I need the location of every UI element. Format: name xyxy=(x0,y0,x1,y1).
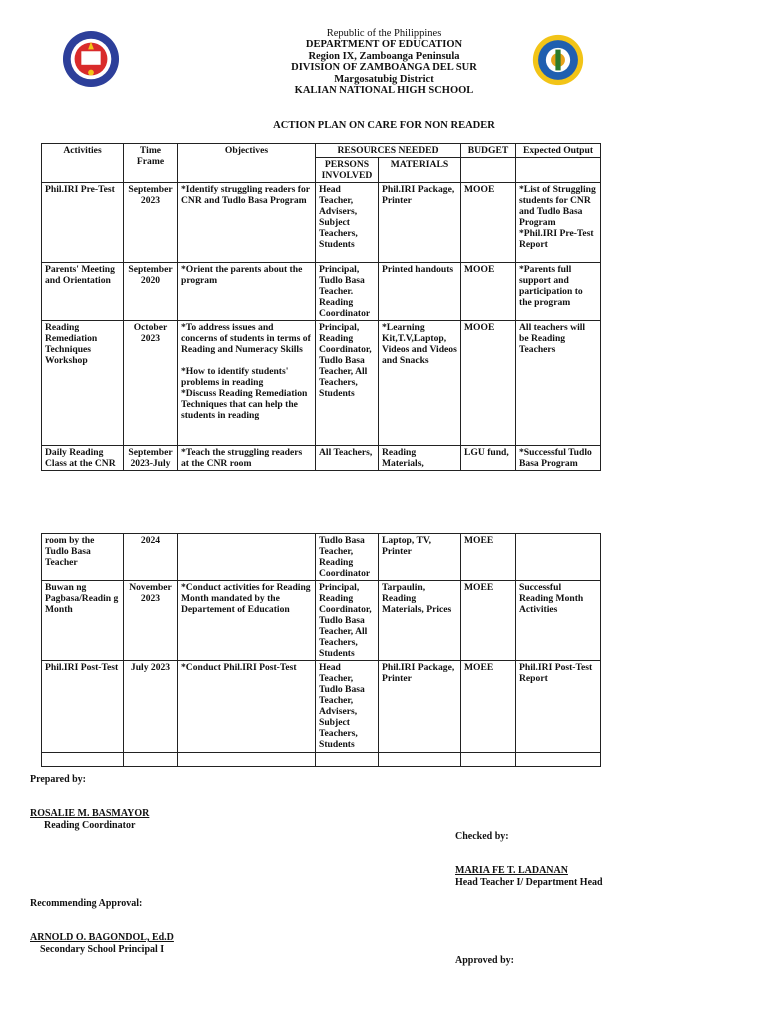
cell-persons: Principal, Reading Coordinator, Tudlo Basa Teacher, All Teachers, Students xyxy=(316,321,379,446)
cell-materials: Laptop, TV, Printer xyxy=(379,534,461,581)
cell-objectives: *Conduct activities for Reading Month mandated by the Departement of Education xyxy=(178,581,316,661)
cell-activity: Phil.IRI Post-Test xyxy=(42,661,124,753)
checked-by-title: Head Teacher I/ Department Head xyxy=(455,877,603,888)
cell-materials: Phil.IRI Package, Printer xyxy=(379,183,461,263)
table-row xyxy=(42,183,601,263)
cell-time: September 2020 xyxy=(124,263,178,321)
cell-persons xyxy=(316,753,379,767)
cell-materials: Reading Materials, xyxy=(379,446,461,471)
action-plan-table-continued xyxy=(41,533,601,767)
cell-activity: Buwan ng Pagbasa/Readin g Month xyxy=(42,581,124,661)
district-line: Margosatubig District xyxy=(334,73,434,85)
table-row xyxy=(42,321,601,446)
prepared-by-name: ROSALIE M. BASMAYOR xyxy=(30,808,150,819)
cell-time: October 2023 xyxy=(124,321,178,446)
table-row xyxy=(42,534,601,581)
cell-activity: Phil.IRI Pre-Test xyxy=(42,183,124,263)
table-row xyxy=(42,753,601,767)
table-row xyxy=(42,446,601,471)
action-plan-table xyxy=(41,143,601,471)
checked-by-name: MARIA FE T. LADANAN xyxy=(455,865,568,876)
school-line: KALIAN NATIONAL HIGH SCHOOL xyxy=(294,85,474,97)
cell-materials: Printed handouts xyxy=(379,263,461,321)
cell-budget: MOOE xyxy=(461,321,516,446)
recommending-approval-label: Recommending Approval: xyxy=(30,898,143,909)
cell-time: September 2023 xyxy=(124,183,178,263)
cell-output: Phil.IRI Post-Test Report xyxy=(516,661,601,753)
cell-materials: *Learning Kit,T.V,Laptop, Videos and Videos and Snacks xyxy=(379,321,461,446)
cell-persons: All Teachers, xyxy=(316,446,379,471)
cell-output: *Parents full support and participation to the program xyxy=(516,263,601,321)
header-budget-blank xyxy=(461,158,516,183)
cell-objectives: *Identify struggling readers for CNR and Tudlo Basa Program xyxy=(178,183,316,263)
checked-by-label: Checked by: xyxy=(455,831,509,842)
cell-time: September 2023-July xyxy=(124,446,178,471)
header-output-blank xyxy=(516,158,601,183)
cell-time: 2024 xyxy=(124,534,178,581)
table-row xyxy=(42,661,601,753)
cell-materials: Tarpaulin, Reading Materials, Prices xyxy=(379,581,461,661)
cell-objectives xyxy=(178,534,316,581)
cell-budget: LGU fund, xyxy=(461,446,516,471)
cell-output: All teachers will be Reading Teachers xyxy=(516,321,601,446)
cell-budget: MOEE xyxy=(461,534,516,581)
cell-time: November 2023 xyxy=(124,581,178,661)
cell-budget: MOEE xyxy=(461,661,516,753)
cell-persons: Tudlo Basa Teacher, Reading Coordinator xyxy=(316,534,379,581)
cell-output xyxy=(516,753,601,767)
cell-objectives: *Conduct Phil.IRI Post-Test xyxy=(178,661,316,753)
cell-activity: room by the Tudlo Basa Teacher xyxy=(42,534,124,581)
header-time-frame: Time Frame xyxy=(124,144,178,183)
approved-by-label: Approved by: xyxy=(455,955,514,966)
prepared-by-title: Reading Coordinator xyxy=(44,820,136,831)
header-activities: Activities xyxy=(42,144,124,183)
region-line: Region IX, Zamboanga Peninsula xyxy=(308,50,460,62)
cell-activity: Reading Remediation Techniques Workshop xyxy=(42,321,124,446)
cell-activity xyxy=(42,753,124,767)
table-row xyxy=(42,263,601,321)
recommending-title: Secondary School Principal I xyxy=(40,944,165,955)
header-objectives: Objectives xyxy=(178,144,316,183)
cell-objectives: *To address issues and concerns of students in terms of Reading and Numeracy Skills *How to identify students' problems in reading *Discuss Reading Remediation Techniques that can help the students in reading xyxy=(178,321,316,446)
header-resources: RESOURCES NEEDED xyxy=(316,144,461,158)
cell-budget: MOOE xyxy=(461,263,516,321)
cell-budget: MOOE xyxy=(461,183,516,263)
header-output: Expected Output xyxy=(516,144,601,158)
cell-objectives xyxy=(178,753,316,767)
cell-materials: Phil.IRI Package, Printer xyxy=(379,661,461,753)
header-budget: BUDGET xyxy=(461,144,516,158)
cell-persons: Principal, Reading Coordinator, Tudlo Basa Teacher, All Teachers, Students xyxy=(316,581,379,661)
cell-output: *Successful Tudlo Basa Program xyxy=(516,446,601,471)
cell-budget: MOEE xyxy=(461,581,516,661)
letterhead xyxy=(200,28,568,96)
cell-persons: Head Teacher, Advisers, Subject Teachers, Students xyxy=(316,183,379,263)
cell-activity: Daily Reading Class at the CNR xyxy=(42,446,124,471)
cell-output xyxy=(516,534,601,581)
cell-materials xyxy=(379,753,461,767)
cell-persons: Head Teacher, Tudlo Basa Teacher, Advisers, Subject Teachers, Students xyxy=(316,661,379,753)
header-materials: MATERIALS xyxy=(379,158,461,183)
deped-seal-icon xyxy=(62,30,120,88)
prepared-by-label: Prepared by: xyxy=(30,774,87,785)
cell-output: *List of Struggling students for CNR and Tudlo Basa Program *Phil.IRI Pre-Test Report xyxy=(516,183,601,263)
cell-objectives: *Teach the struggling readers at the CNR room xyxy=(178,446,316,471)
republic-line: Republic of the Philippines xyxy=(326,28,442,39)
recommending-name: ARNOLD O. BAGONDOL, Ed.D xyxy=(30,932,174,943)
table-row xyxy=(42,581,601,661)
cell-activity: Parents' Meeting and Orientation xyxy=(42,263,124,321)
cell-time xyxy=(124,753,178,767)
cell-objectives: *Orient the parents about the program xyxy=(178,263,316,321)
cell-output: Successful Reading Month Activities xyxy=(516,581,601,661)
cell-budget xyxy=(461,753,516,767)
cell-time: July 2023 xyxy=(124,661,178,753)
division-line: DIVISION OF ZAMBOANGA DEL SUR xyxy=(291,62,477,74)
document-title: ACTION PLAN ON CARE FOR NON READER xyxy=(273,120,495,131)
cell-persons: Principal, Tudlo Basa Teacher. Reading Coordinator xyxy=(316,263,379,321)
department-line: DEPARTMENT OF EDUCATION xyxy=(305,39,463,51)
header-persons: PERSONS INVOLVED xyxy=(316,158,379,183)
